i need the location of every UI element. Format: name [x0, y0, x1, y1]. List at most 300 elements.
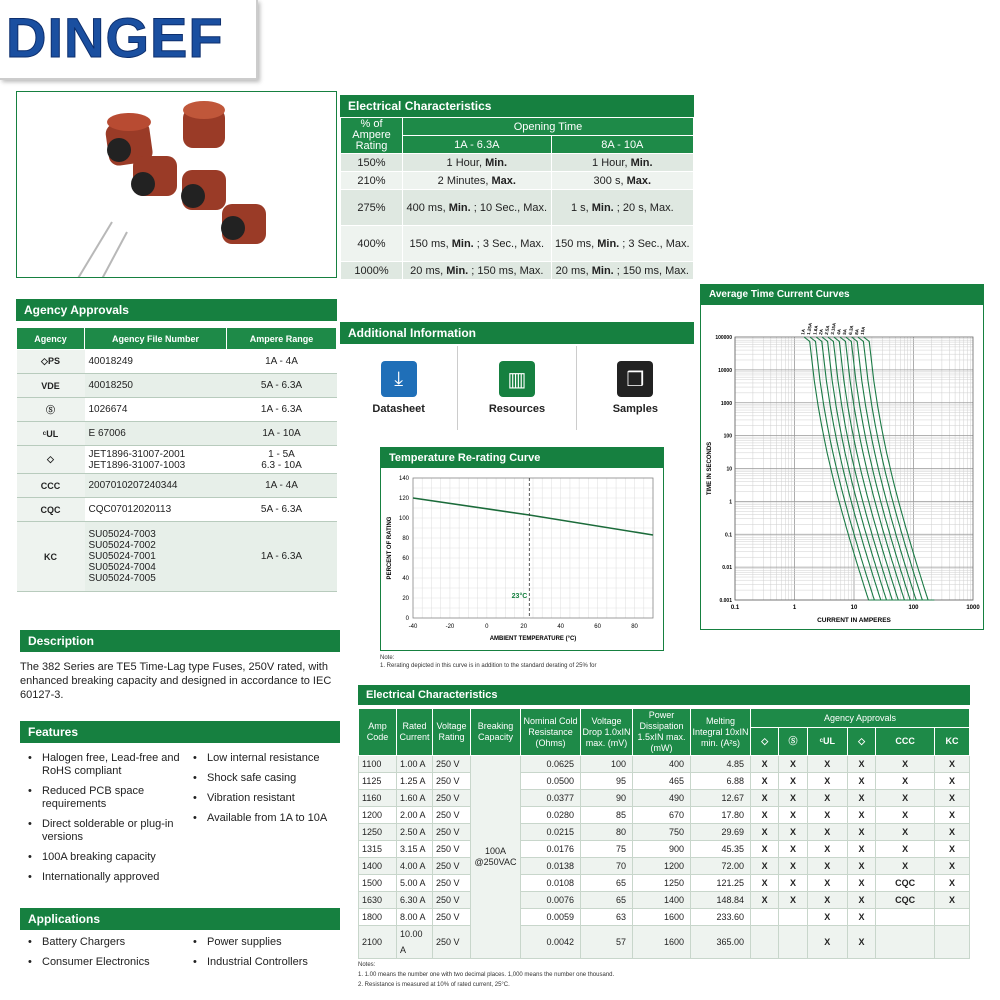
table-row [17, 422, 337, 446]
curve-label: 2.5A [823, 324, 831, 336]
agency-mark: X [847, 892, 875, 909]
agency-mark: X [876, 858, 935, 875]
agency-pse-diamond-icon: ◇ [17, 446, 85, 474]
agency-mark: X [779, 841, 807, 858]
x-tick-label: 100 [908, 605, 919, 611]
table-row [341, 226, 694, 262]
electrical-notes [358, 960, 614, 990]
applications-list-right [185, 936, 340, 976]
y-tick-label: 0.001 [719, 598, 732, 604]
amp-code: 1400 [359, 858, 397, 875]
curve-label: 8A [853, 328, 860, 336]
agency-mark [779, 926, 807, 959]
table-row [359, 909, 970, 926]
melting-integral: 29.69 [691, 824, 751, 841]
y-tick-label: 120 [398, 496, 409, 502]
file-number: E 67006 [85, 422, 227, 446]
y-axis-label: PERCENT OF RATING [387, 516, 393, 580]
agency-mark: X [847, 841, 875, 858]
description-text: The 382 Series are TE5 Time-Lag type Fuses, 250V rated, with enhanced breaking capacity and designed in accordance to IEC 60127-3. [20, 661, 332, 701]
applications-list-left [20, 936, 185, 976]
amp-code: 1500 [359, 875, 397, 892]
time-cell: 20 ms, Min. ; 150 ms, Max. [551, 262, 693, 280]
s-icon: Ⓢ [779, 728, 807, 756]
cold-resistance: 0.0176 [521, 841, 581, 858]
curve-label: 1.25A [805, 322, 813, 336]
agency-mark: X [876, 790, 935, 807]
power-dissipation: 465 [633, 773, 691, 790]
section-title: Additional Information [340, 322, 694, 344]
voltage-rating: 250 V [433, 892, 471, 909]
agency-ccc-icon: CCC [17, 474, 85, 498]
bold-text: Max. [626, 174, 652, 187]
pct-cell: 210% [341, 172, 403, 190]
voltage-drop: 90 [581, 790, 633, 807]
col-header: % of Ampere Rating [341, 118, 403, 154]
agency-mark: X [935, 773, 970, 790]
section-title: Electrical Characteristics [340, 95, 694, 117]
col-header: Amp Code [359, 709, 397, 756]
kc-icon: KC [935, 728, 970, 756]
file-number: CQC07012020113 [85, 498, 227, 522]
ampere-range: 5A - 6.3A [227, 374, 337, 398]
samples-link[interactable] [577, 346, 694, 430]
link-label: Resources [488, 403, 546, 415]
table-row [359, 824, 970, 841]
note-text: 1. 1.00 means the number one with two decimal places. 1,000 means the number one thousand. [358, 972, 615, 978]
table-row [17, 446, 337, 474]
opening-time-table [340, 117, 694, 280]
voltage-drop: 57 [581, 926, 633, 959]
table-row [17, 350, 337, 374]
time-cell: 150 ms, Min. ; 3 Sec., Max. [403, 226, 552, 262]
agency-mark: X [935, 756, 970, 773]
bold-text: Min. [630, 156, 653, 169]
power-dissipation: 1200 [633, 858, 691, 875]
list-item: • Consumer Electronics [20, 956, 185, 969]
applications-section [20, 908, 340, 976]
amp-code: 2100 [359, 926, 397, 959]
ampere-range: 1A - 4A [227, 474, 337, 498]
bold-text: Min. [597, 237, 620, 250]
power-dissipation: 1600 [633, 909, 691, 926]
agency-mark: X [876, 807, 935, 824]
file-number: SU05024-7003 SU05024-7002 SU05024-7001 SU05024-7004 SU05024-7005 [85, 522, 227, 592]
cold-resistance: 0.0076 [521, 892, 581, 909]
brand-name: DINGEF [6, 6, 224, 69]
ampere-range: 5A - 6.3A [227, 498, 337, 522]
header-row [359, 709, 970, 728]
file-number: 40018250 [85, 374, 227, 398]
col-header: Voltage Rating [433, 709, 471, 756]
section-title: Agency Approvals [16, 299, 337, 321]
x-tick-label: -20 [445, 624, 455, 630]
table-row [17, 498, 337, 522]
pct-cell: 275% [341, 190, 403, 226]
power-dissipation: 1600 [633, 926, 691, 959]
y-tick-label: 10000 [718, 367, 732, 374]
agency-mark: X [847, 858, 875, 875]
amp-code: 1250 [359, 824, 397, 841]
electrical-characteristics-section [358, 685, 970, 959]
features-list-right [185, 752, 340, 891]
list-item: • Available from 1A to 10A [185, 812, 340, 825]
col-header: Nominal Cold Resistance (Ohms) [521, 709, 581, 756]
agency-mark [935, 926, 970, 959]
y-tick-label: 20 [402, 596, 409, 602]
agency-mark: X [847, 824, 875, 841]
note-text: 1. Rerating depicted in this curve is in addition to the standard derating of 25% for [380, 663, 597, 669]
table-row [359, 807, 970, 824]
pct-cell: 150% [341, 154, 403, 172]
chart-title: Average Time Current Curves [701, 285, 983, 305]
table-row [17, 474, 337, 498]
agency-mark: X [807, 858, 847, 875]
table-row [341, 262, 694, 280]
section-title: Features [20, 721, 340, 743]
time-cell: 400 ms, Min. ; 10 Sec., Max. [403, 190, 552, 226]
voltage-rating: 250 V [433, 807, 471, 824]
y-tick-label: 40 [402, 576, 409, 582]
agency-mark [876, 926, 935, 959]
voltage-drop: 65 [581, 875, 633, 892]
bold-text: Min. [451, 237, 474, 250]
bold-text: Max. [491, 174, 516, 187]
voltage-rating: 250 V [433, 824, 471, 841]
agency-mark: X [807, 926, 847, 959]
power-dissipation: 670 [633, 807, 691, 824]
agency-mark: X [807, 773, 847, 790]
electrical-table [358, 708, 970, 959]
curve-label: 3.15A [829, 322, 837, 336]
col-header: Power Dissipation 1.5xIN max. (mW) [633, 709, 691, 756]
bold-text: Min. [591, 264, 614, 277]
amp-code: 1125 [359, 773, 397, 790]
file-number: JET1896-31007-2001 JET1896-31007-1003 [85, 446, 227, 474]
list-item: • Vibration resistant [185, 792, 340, 805]
time-cell: 2 Minutes, Max. [403, 172, 552, 190]
table-row [359, 756, 970, 773]
table-row [341, 154, 694, 172]
y-tick-label: 80 [402, 536, 409, 542]
y-tick-label: 100 [723, 433, 732, 440]
col-header: Opening Time [403, 118, 694, 136]
amp-code: 1800 [359, 909, 397, 926]
power-dissipation: 1250 [633, 875, 691, 892]
table-row [359, 841, 970, 858]
amp-code: 1100 [359, 756, 397, 773]
rated-current: 3.15 A [397, 841, 433, 858]
agency-mark: X [807, 875, 847, 892]
table-row [359, 773, 970, 790]
voltage-rating: 250 V [433, 841, 471, 858]
agency-mark: X [779, 824, 807, 841]
voltage-drop: 85 [581, 807, 633, 824]
bold-text: Min. [591, 201, 614, 214]
list-item: • Direct solderable or plug-in versions [20, 818, 185, 844]
amp-code: 1160 [359, 790, 397, 807]
voltage-drop: 63 [581, 909, 633, 926]
notes-title: Notes: [358, 962, 376, 968]
voltage-rating: 250 V [433, 926, 471, 959]
ampere-range: 1A - 6.3A [227, 398, 337, 422]
col-header: Ampere Range [227, 328, 337, 350]
rated-current: 6.30 A [397, 892, 433, 909]
melting-integral: 12.67 [691, 790, 751, 807]
agency-mark: X [807, 892, 847, 909]
time-cell: 150 ms, Min. ; 3 Sec., Max. [551, 226, 693, 262]
list-item: • Shock safe casing [185, 772, 340, 785]
agency-mark: X [751, 756, 779, 773]
resources-icon: ▥ [499, 361, 535, 397]
list-item: • Low internal resistance [185, 752, 340, 765]
agency-mark: X [935, 790, 970, 807]
agency-mark [779, 909, 807, 926]
time-cell: 300 s, Max. [551, 172, 693, 190]
voltage-drop: 75 [581, 841, 633, 858]
curve-label: 1A [800, 328, 807, 336]
agency-mark: X [751, 892, 779, 909]
agency-mark: X [847, 909, 875, 926]
col-header: Rated Current [397, 709, 433, 756]
x-tick-label: 60 [594, 624, 601, 630]
time-cell: 1 Hour, Min. [551, 154, 693, 172]
description-section [20, 630, 340, 702]
col-header: Voltage Drop 1.0xIN max. (mV) [581, 709, 633, 756]
table-row [359, 926, 970, 959]
agency-mark: X [751, 790, 779, 807]
brand-logo [0, 0, 258, 80]
table-row [341, 190, 694, 226]
agency-mark: X [847, 807, 875, 824]
agency-mark: X [807, 790, 847, 807]
agency-mark: X [779, 790, 807, 807]
ampere-range: 1A - 10A [227, 422, 337, 446]
amp-code: 1315 [359, 841, 397, 858]
agency-mark: CQC [876, 875, 935, 892]
rated-current: 10.00 A [397, 926, 433, 959]
agency-mark: X [935, 875, 970, 892]
agency-mark: X [847, 790, 875, 807]
voltage-rating: 250 V [433, 773, 471, 790]
x-tick-label: -40 [408, 624, 418, 630]
power-dissipation: 750 [633, 824, 691, 841]
table-row [359, 892, 970, 909]
note-title: Note: [380, 655, 395, 661]
list-item: • Internationally approved [20, 871, 185, 884]
amp-code: 1200 [359, 807, 397, 824]
voltage-drop: 80 [581, 824, 633, 841]
agency-mark: X [751, 841, 779, 858]
curve-label: 6.3A [847, 324, 855, 336]
voltage-drop: 100 [581, 756, 633, 773]
file-number: 1026674 [85, 398, 227, 422]
pct-cell: 400% [341, 226, 403, 262]
rated-current: 4.00 A [397, 858, 433, 875]
table-row [17, 398, 337, 422]
col-header: Melting Integral 10xIN min. (A²s) [691, 709, 751, 756]
pse-diamond-icon: ◇ [847, 728, 875, 756]
agency-mark: CQC [876, 892, 935, 909]
agency-mark: X [779, 892, 807, 909]
x-tick-label: 40 [557, 624, 565, 630]
agency-mark: X [847, 756, 875, 773]
voltage-rating: 250 V [433, 790, 471, 807]
curve-label: 4A [835, 328, 842, 336]
amp-code: 1630 [359, 892, 397, 909]
x-tick-label: 80 [631, 624, 638, 630]
list-item: • 100A breaking capacity [20, 851, 185, 864]
x-tick-label: 1 [792, 605, 797, 611]
agency-mark: X [779, 756, 807, 773]
link-label: Datasheet [372, 403, 425, 415]
y-tick-label: 100000 [715, 335, 732, 341]
y-tick-label: 0.1 [725, 532, 732, 539]
x-axis-label: CURRENT IN AMPERES [817, 617, 891, 624]
table-row [359, 875, 970, 892]
agency-mark: X [779, 875, 807, 892]
ampere-range: 1A - 4A [227, 350, 337, 374]
agency-mark: X [779, 858, 807, 875]
temperature-chart-plot [381, 468, 663, 650]
agency-mark: X [807, 756, 847, 773]
agency-mark: X [751, 773, 779, 790]
rated-current: 2.50 A [397, 824, 433, 841]
list-item: • Battery Chargers [20, 936, 185, 949]
voltage-drop: 70 [581, 858, 633, 875]
time-current-chart [700, 284, 984, 630]
ampere-range: 1 - 5A 6.3 - 10A [227, 446, 337, 474]
time-cell: 1 Hour, Min. [403, 154, 552, 172]
marker-label: 23°C [511, 593, 528, 600]
opening-time-section [340, 95, 694, 280]
list-item: • Reduced PCB space requirements [20, 785, 185, 811]
agency-mark: X [751, 807, 779, 824]
col-header: Breaking Capacity [471, 709, 521, 756]
cold-resistance: 0.0059 [521, 909, 581, 926]
rated-current: 1.00 A [397, 756, 433, 773]
agency-mark: X [807, 841, 847, 858]
resources-link[interactable] [458, 346, 576, 430]
agency-mark: X [935, 824, 970, 841]
temperature-note [380, 654, 596, 670]
agency-mark: X [751, 824, 779, 841]
col-header: Agency [17, 328, 85, 350]
pct-cell: 1000% [341, 262, 403, 280]
cold-resistance: 0.0215 [521, 824, 581, 841]
section-title: Description [20, 630, 340, 652]
agency-mark: X [935, 858, 970, 875]
time-current-plot [701, 305, 983, 629]
x-axis-label: AMBIENT TEMPERATURE (°C) [489, 636, 577, 642]
agency-approvals-section [16, 299, 337, 592]
melting-integral: 121.25 [691, 875, 751, 892]
ccc-icon: CCC [876, 728, 935, 756]
agency-s-icon: Ⓢ [17, 398, 85, 422]
x-tick-label: 1000 [966, 605, 980, 611]
vde-pse-icon: ◇ [751, 728, 779, 756]
product-photo [16, 91, 337, 278]
agency-mark: X [751, 875, 779, 892]
file-number: 2007010207240344 [85, 474, 227, 498]
rated-current: 1.60 A [397, 790, 433, 807]
agency-mark: X [779, 773, 807, 790]
ampere-range: 1A - 6.3A [227, 522, 337, 592]
y-tick-label: 1000 [720, 400, 732, 407]
agency-vde-icon: VDE [17, 374, 85, 398]
agency-mark [876, 909, 935, 926]
agency-kc-icon: KC [17, 522, 85, 592]
list-item: • Industrial Controllers [185, 956, 340, 969]
voltage-rating: 250 V [433, 875, 471, 892]
bold-text: Min. [448, 201, 471, 214]
agency-table [16, 327, 337, 592]
y-tick-label: 0.01 [722, 565, 732, 572]
breaking-capacity: 100A @250VAC [471, 756, 521, 959]
agency-pse-icon: ◇PS [17, 350, 85, 374]
file-number: 40018249 [85, 350, 227, 374]
table-row [341, 172, 694, 190]
rated-current: 2.00 A [397, 807, 433, 824]
y-tick-label: 10 [726, 466, 732, 473]
agency-mark: X [847, 926, 875, 959]
agency-mark [751, 926, 779, 959]
section-title: Electrical Characteristics [358, 685, 970, 705]
col-header: 1A - 6.3A [403, 136, 552, 154]
section-title: Applications [20, 908, 340, 930]
agency-mark: X [807, 909, 847, 926]
y-tick-label: 140 [398, 476, 409, 482]
power-dissipation: 1400 [633, 892, 691, 909]
col-header: 8A - 10A [551, 136, 693, 154]
datasheet-icon: ⤓ [381, 361, 417, 397]
datasheet-link[interactable] [340, 346, 458, 430]
cold-resistance: 0.0138 [521, 858, 581, 875]
power-dissipation: 400 [633, 756, 691, 773]
chart-title: Temperature Re-rating Curve [381, 448, 663, 468]
rated-current: 8.00 A [397, 909, 433, 926]
curve-label: 2A [818, 328, 824, 336]
melting-integral: 6.88 [691, 773, 751, 790]
culus-icon: ᶜUL [807, 728, 847, 756]
rated-current: 1.25 A [397, 773, 433, 790]
agency-mark: X [876, 756, 935, 773]
time-cell: 20 ms, Min. ; 150 ms, Max. [403, 262, 552, 280]
y-tick-label: 100 [398, 516, 409, 522]
agency-mark: X [847, 773, 875, 790]
melting-integral: 4.85 [691, 756, 751, 773]
table-row [359, 858, 970, 875]
agency-mark: X [876, 773, 935, 790]
cold-resistance: 0.0625 [521, 756, 581, 773]
voltage-drop: 65 [581, 892, 633, 909]
agency-culus-icon: ᶜUL [17, 422, 85, 446]
melting-integral: 365.00 [691, 926, 751, 959]
agency-mark [751, 909, 779, 926]
features-list-left [20, 752, 185, 891]
note-text: 2. Resistance is measured at 10% of rated current, 25°C. [358, 982, 510, 988]
curve-label: 5A [841, 328, 848, 336]
y-axis-label: TIME IN SECONDS [707, 441, 713, 496]
table-row [17, 522, 337, 592]
x-tick-label: 10 [850, 605, 858, 611]
x-tick-label: 0.1 [730, 605, 740, 611]
agency-mark [935, 909, 970, 926]
cold-resistance: 0.0042 [521, 926, 581, 959]
y-tick-label: 0 [405, 616, 409, 622]
col-header: Agency File Number [85, 328, 227, 350]
features-section [20, 721, 340, 891]
